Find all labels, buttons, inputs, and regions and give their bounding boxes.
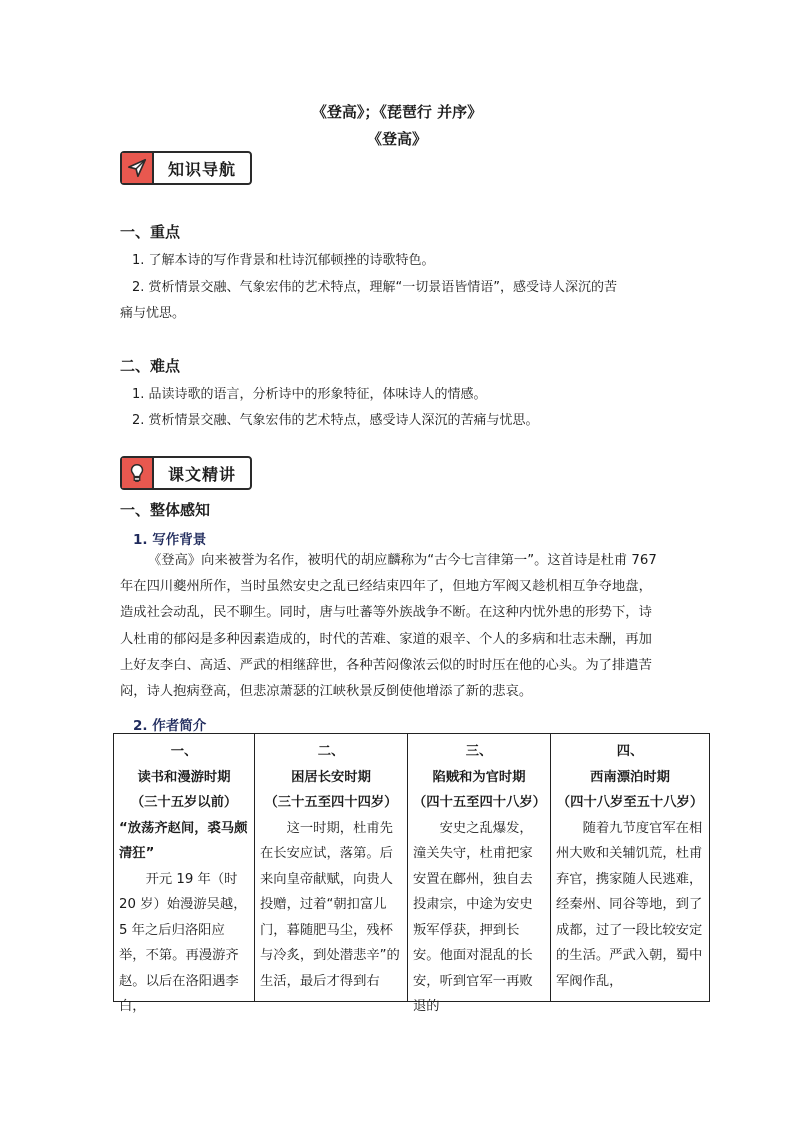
paragraph-line: 上好友李白、高适、严武的相继辞世，各种苦闷像浓云似的时时压在他的心头。为了排遣苦 [120, 657, 652, 673]
paragraph-line: 人杜甫的郁闷是多种因素造成的，时代的苦难、家道的艰辛、个人的多病和壮志未酬，再加 [120, 631, 652, 647]
banner-label: 知识导航 [167, 159, 236, 179]
period-quote: “放荡齐赵间，裘马颇清狂” [119, 820, 248, 861]
sub-heading-author: 2. 作者简介 [133, 718, 207, 734]
period-number: 二、 [317, 744, 345, 759]
section-heading-key-points: 一、重点 [120, 223, 181, 241]
period-age: （四十五至四十八岁） [413, 795, 546, 810]
list-item: 1. 了解本诗的写作背景和杜诗沉郁顿挫的诗歌特色。 [132, 253, 435, 268]
table-cell [114, 734, 255, 1014]
period-number: 三、 [465, 744, 493, 759]
table-cell [408, 734, 551, 1014]
list-item: 2. 赏析情景交融、气象宏伟的艺术特点，感受诗人深沉的苦痛与忧思。 [132, 413, 539, 428]
lightbulb-icon [122, 458, 154, 488]
period-description: 随着九节度官军在相州大败和关辅饥荒，杜甫弃官，携家随人民逃难，经秦州、同谷等地，到了成都，过了一段比较安定的生活。严武入朝，蜀中军阀作乱， [556, 820, 703, 989]
poem-title: 《登高》 [366, 130, 427, 148]
period-description: 安史之乱爆发，潼关失守，杜甫把家安置在鄜州，独自去投肃宗，中途为安史叛军俘获，押到长安。他面对混乱的长安，听到官军一再败退的 [413, 820, 533, 1014]
paragraph-line: 造成社会动乱，民不聊生。同时，唐与吐蕃等外族战争不断。在这种内忧外患的形势下，诗 [120, 605, 652, 621]
period-number: 一、 [170, 744, 198, 759]
paragraph-line: 年在四川夔州所作，当时虽然安史之乱已经结束四年了，但地方军阀又趁机相互争夺地盘， [120, 579, 652, 595]
sub-heading-background: 1. 写作背景 [133, 532, 207, 548]
banner-label: 课文精讲 [167, 464, 236, 484]
knowledge-nav-banner [120, 151, 252, 185]
paragraph-line: 《登高》向来被誉为名作，被明代的胡应麟称为“古今七言律第一”。这首诗是杜甫 767 [148, 553, 657, 568]
section-heading-overall: 一、整体感知 [120, 501, 211, 519]
document-title: 《登高》；《琵琶行 并序》 [311, 103, 483, 121]
list-item: 2. 赏析情景交融、气象宏伟的艺术特点，理解“一切景语皆情语”，感受诗人深沉的苦 [132, 280, 618, 295]
section-heading-difficulties: 二、难点 [120, 357, 181, 375]
period-name: 西南漂泊时期 [590, 769, 670, 785]
period-description: 开元 19 年（时 20 岁）始漫游吴越，5 年之后归洛阳应举，不第。再漫游齐赵。以后在洛阳遇李白， [119, 871, 247, 1014]
lesson-explanation-banner [120, 456, 252, 490]
table-cell [551, 734, 710, 1002]
author-periods-table [113, 733, 710, 1014]
paragraph-line: 闷，诗人抱病登高，但悲凉萧瑟的江峡秋景反倒使他增添了新的悲哀。 [120, 684, 533, 700]
period-age: （三十五岁以前） [130, 795, 238, 810]
period-name: 陷贼和为官时期 [432, 769, 526, 785]
background-paragraph [120, 548, 680, 705]
table-cell [255, 734, 408, 1002]
period-age: （四十八岁至五十八岁） [556, 795, 704, 810]
period-age: （三十五至四十四岁） [264, 795, 398, 810]
period-name: 读书和漫游时期 [137, 769, 231, 785]
period-description: 这一时期，杜甫先在长安应试，落第。后来向皇帝献赋，向贵人投赠，过着“朝扣富儿门，暮随肥马尘，残杯与冷炙，到处潜悲辛”的生活，最后才得到右 [260, 820, 400, 989]
period-number: 四、 [616, 744, 644, 759]
paper-plane-icon [122, 153, 154, 183]
period-name: 困居长安时期 [291, 769, 371, 785]
list-item-continuation: 痛与忧思。 [120, 306, 186, 321]
list-item: 1. 品读诗歌的语言，分析诗中的形象特征，体味诗人的情感。 [132, 387, 487, 402]
